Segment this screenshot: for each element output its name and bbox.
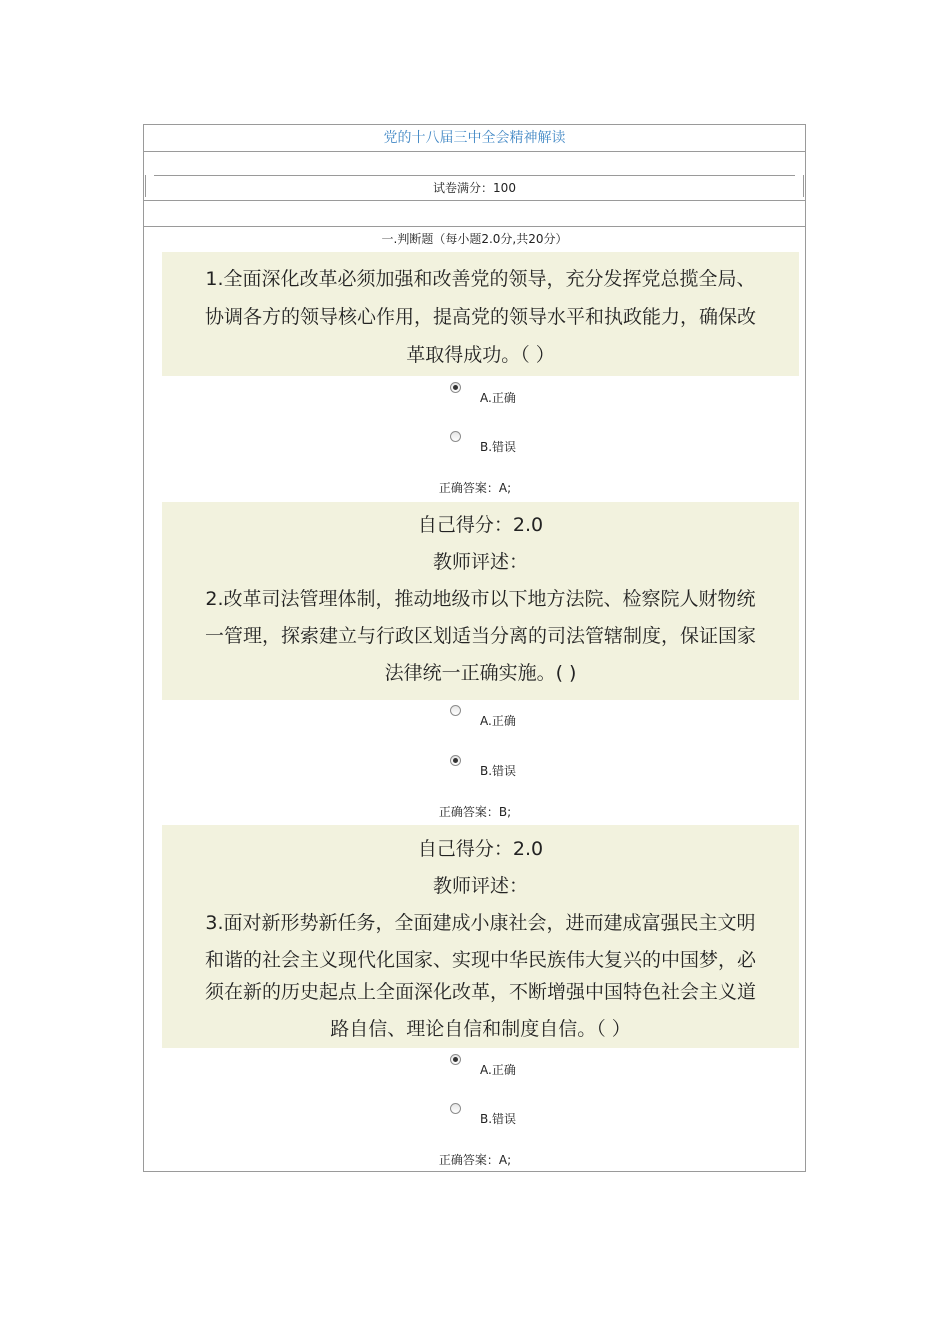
question-text-line: 2.改革司法管理体制，推动地级市以下地方法院、检察院人财物统 <box>205 588 756 610</box>
question-text-line: 1.全面深化改革必须加强和改善党的领导，充分发挥党总揽全局、 <box>205 268 756 290</box>
divider <box>154 175 795 176</box>
radio-option-b[interactable] <box>450 431 461 442</box>
question-text-line: 路自信、理论自信和制度自信。（ ） <box>330 1018 631 1040</box>
question-text-line: 协调各方的领导核心作用，提高党的领导水平和执政能力，确保改 <box>204 306 756 328</box>
teacher-comment: 教师评述： <box>432 551 528 573</box>
radio-option-a[interactable] <box>450 382 461 393</box>
question-text-line: 和谐的社会主义现代化国家、实现中华民族伟大复兴的中国梦，必 <box>204 949 756 971</box>
section-title: 一.判断题（每小题2.0分,共20分） <box>381 232 568 246</box>
question-box <box>162 825 799 1048</box>
own-score: 自己得分：2.0 <box>417 514 544 536</box>
exam-title: 党的十八届三中全会精神解读 <box>144 125 805 152</box>
option-a-label: A.正确 <box>480 714 516 728</box>
teacher-comment: 教师评述： <box>432 875 528 897</box>
divider <box>144 226 805 227</box>
option-b-label: B.错误 <box>480 1112 517 1126</box>
option-b-label: B.错误 <box>480 440 517 454</box>
question-text-line: 须在新的历史起点上全面深化改革，不断增强中国特色社会主义道 <box>204 981 756 1003</box>
radio-option-a[interactable] <box>450 705 461 716</box>
correct-answer: 正确答案：A; <box>438 1153 512 1167</box>
question-text-line: 革取得成功。（ ） <box>406 344 555 366</box>
question-text-line: 法律统一正确实施。( ) <box>384 662 577 684</box>
question-text-line: 3.面对新形势新任务，全面建成小康社会，进而建成富强民主文明 <box>205 912 756 934</box>
option-a-label: A.正确 <box>480 1063 516 1077</box>
total-score: 试卷满分：100 <box>433 181 516 195</box>
option-a-label: A.正确 <box>480 391 516 405</box>
question-box <box>162 252 799 376</box>
radio-option-b[interactable] <box>450 1103 461 1114</box>
question-box <box>162 502 799 700</box>
question-text-line: 一管理，探索建立与行政区划适当分离的司法管辖制度，保证国家 <box>204 625 756 647</box>
correct-answer: 正确答案：B; <box>438 805 512 819</box>
option-b-label: B.错误 <box>480 764 517 778</box>
correct-answer: 正确答案：A; <box>438 481 512 495</box>
divider <box>144 200 805 201</box>
radio-option-a[interactable] <box>450 1054 461 1065</box>
own-score: 自己得分：2.0 <box>417 838 544 860</box>
radio-option-b[interactable] <box>450 755 461 766</box>
